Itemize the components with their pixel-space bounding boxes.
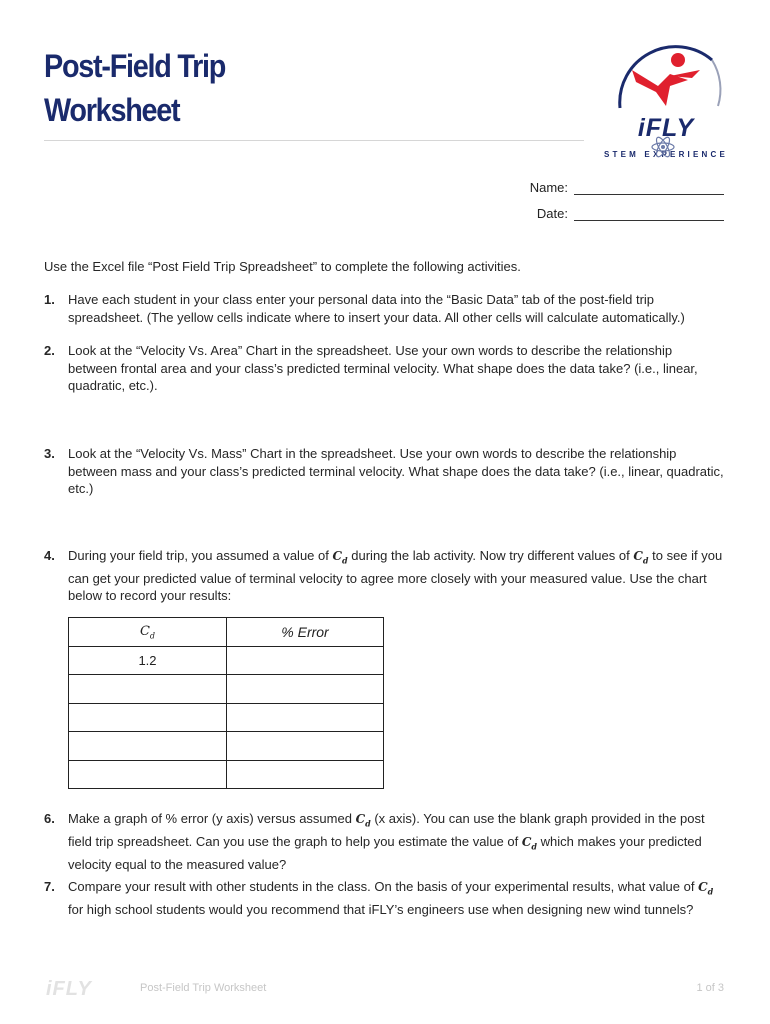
header-error	[227, 618, 384, 647]
question-number: 4.	[44, 548, 55, 563]
table-row	[69, 703, 384, 732]
table-cell-cd[interactable]	[69, 732, 227, 761]
question-number: 3.	[44, 446, 55, 461]
question-text	[68, 878, 724, 918]
question-text-part: Make a graph of % error (y axis) versus assumed	[68, 811, 352, 826]
cd-base: C	[521, 834, 532, 849]
date-field[interactable]	[537, 206, 724, 221]
question-text-part: (x axis). You can use the blank graph provided in the post field trip spreadsheet. Can you use the graph to help you estimate the value of	[68, 811, 705, 849]
question-number: 7.	[44, 879, 55, 894]
date-input-line[interactable]	[574, 206, 724, 221]
name-label: Name:	[529, 180, 568, 195]
footer-document-label: Post-Field Trip Worksheet	[140, 982, 267, 994]
table-cell-cd[interactable]	[69, 675, 227, 704]
page-title-line-2: Worksheet	[44, 92, 180, 128]
cd-symbol	[332, 549, 348, 566]
cd-sub: d	[365, 818, 371, 829]
question-7	[44, 878, 724, 918]
table-cell-error[interactable]	[227, 760, 384, 789]
question-text-part: during the lab activity. Now try different values of	[351, 548, 630, 563]
table-header-row	[69, 618, 384, 647]
logo-subtitle: STEM EXPERIENCE	[603, 150, 728, 159]
table-row	[69, 732, 384, 761]
table-cell-cd[interactable]	[69, 703, 227, 732]
table-cell-error[interactable]	[227, 646, 384, 675]
cd-sub: d	[642, 555, 649, 566]
name-field[interactable]	[530, 180, 724, 195]
results-table	[68, 617, 384, 789]
question-1	[44, 291, 724, 326]
intro-text: Use the Excel file “Post Field Trip Spreadsheet” to complete the following activities.	[44, 259, 521, 274]
question-text-part: Compare your result with other students in the class. On the basis of your experimental results, what value of	[68, 879, 695, 894]
question-text-part: During your field trip, you assumed a value of	[68, 548, 329, 563]
table-cell-error[interactable]	[227, 703, 384, 732]
question-number: 2.	[44, 343, 55, 358]
table-row	[69, 760, 384, 789]
footer-logo: iFLY	[46, 978, 92, 1000]
question-number: 6.	[44, 811, 55, 826]
table-row	[69, 675, 384, 704]
cd-sub: d	[707, 886, 714, 897]
header-cd	[69, 618, 227, 647]
cd-base: C	[698, 880, 708, 894]
question-number: 1.	[44, 292, 55, 307]
table-cell-cd[interactable]	[69, 760, 227, 789]
cd-base: C	[633, 549, 643, 563]
date-label: Date:	[536, 206, 568, 221]
page-title-line-1: Post-Field Trip	[44, 48, 226, 84]
question-4	[44, 547, 724, 605]
question-6	[44, 810, 724, 873]
cd-symbol	[698, 880, 714, 897]
question-text-part: which makes your predicted velocity equal to the measured value?	[68, 833, 702, 872]
question-text: Look at the “Velocity Vs. Area” Chart in the spreadsheet. Use your own words to describe the relationship between frontal area and your class’s predicted terminal velocity. What shape does the data take? (i.e., linear, quadratic, etc.).	[68, 343, 698, 393]
cd-base: C	[139, 623, 150, 639]
question-2	[44, 342, 724, 395]
header-error-label: % Error	[281, 623, 329, 640]
title-divider	[44, 140, 584, 141]
question-text: Look at the “Velocity Vs. Mass” Chart in the spreadsheet. Use your own words to describe the relationship between mass and your class’s predicted terminal velocity. What shape does the data take? (i.e., linear, quadratic, etc.)	[68, 446, 724, 496]
cd-sub: d	[342, 555, 348, 566]
cd-symbol	[521, 834, 538, 852]
page-number: 1 of 3	[696, 982, 724, 994]
table-row	[69, 646, 384, 675]
cd-sub: d	[149, 631, 156, 641]
question-text: Have each student in your class enter your personal data into the “Basic Data” tab of the post-field trip spreadsheet. (The yellow cells indicate where to insert your data. All other cells will calculate automatically.)	[68, 292, 685, 325]
table-cell-error[interactable]	[227, 675, 384, 704]
table-cell-error[interactable]	[227, 732, 384, 761]
cd-symbol	[633, 549, 649, 566]
cd-sub: d	[531, 841, 538, 852]
cd-base: C	[355, 812, 366, 826]
logo-wordmark: iFLY	[637, 114, 695, 142]
question-text-part: for high school students would you recommend that iFLY’s engineers use when designing new wind tunnels?	[68, 901, 694, 917]
question-text	[68, 810, 724, 873]
atom-icon	[650, 134, 676, 160]
table-cell-cd[interactable]: 1.2	[69, 646, 227, 675]
question-text-part: to see if you can get your predicted value of terminal velocity to agree more closely with your measured value. Use the chart below to record your results:	[68, 548, 723, 604]
question-text	[68, 547, 724, 605]
cd-symbol	[355, 812, 371, 829]
name-input-line[interactable]	[574, 180, 724, 195]
question-3	[44, 445, 724, 498]
page-title	[44, 44, 458, 132]
cd-base: C	[332, 549, 343, 563]
